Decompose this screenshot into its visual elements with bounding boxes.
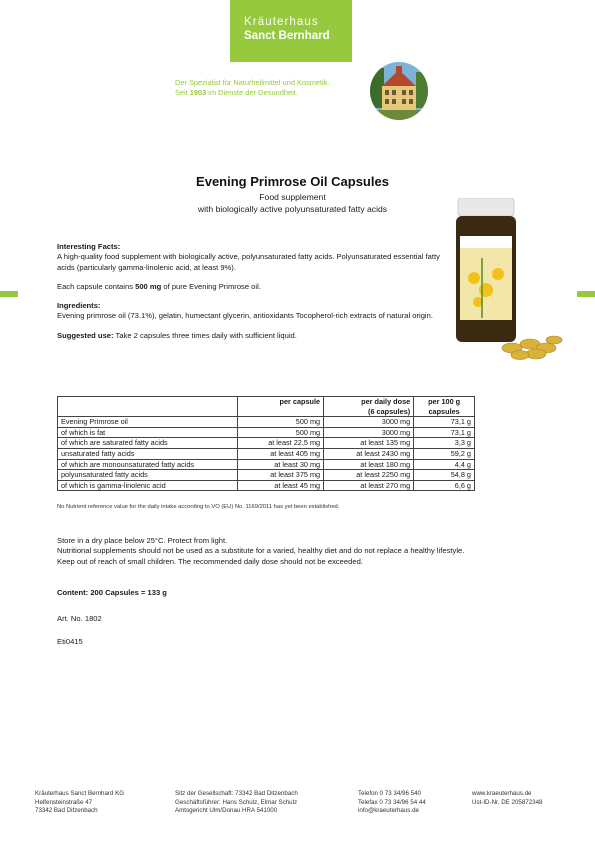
table-header-row: [58, 397, 475, 417]
nutrient-value: at least 405 mg: [238, 448, 324, 459]
suggested-use-heading: Suggested use:: [57, 330, 114, 340]
fold-mark-right: [577, 291, 595, 297]
nutrient-value: at least 22,5 mg: [238, 438, 324, 449]
table-footnote: No Nutrient reference value for the daily intake according to VO (EU) No. 1169/2011 has yet been established.: [57, 504, 340, 510]
footer-website-link[interactable]: www.kraeuterhaus.de: [472, 790, 532, 797]
brand-logo: [230, 0, 352, 62]
nutrient-value: at least 375 mg: [238, 470, 324, 481]
nutrient-value: at least 2430 mg: [324, 448, 414, 459]
footer-contact: [358, 790, 426, 816]
nutrient-value: 3,3 g: [414, 438, 475, 449]
nutrition-table: [57, 396, 475, 491]
tagline-line1: Der Spezialist für Naturheilmittel und Kosmetik.: [175, 78, 330, 87]
footer-phone: Telefon 0 73 34/96 540: [358, 790, 421, 797]
nutrient-value: 73,1 g: [414, 417, 475, 428]
logo-line1: Kräuterhaus: [244, 16, 319, 28]
storage-line-1: Store in a dry place below 25°C. Protect from light.: [57, 536, 228, 545]
table-header-cell: [58, 397, 238, 417]
footer-seat: Sitz der Gesellschaft: 73342 Bad Ditzenbach: [175, 790, 298, 797]
footer-register: Amtsgericht Ulm/Donau HRA 541000: [175, 807, 278, 815]
footer-email-link[interactable]: info@kraeuterhaus.de: [358, 807, 419, 815]
storage-notes: [57, 536, 557, 567]
nutrient-name: unsaturated fatty acids: [58, 448, 238, 459]
nutrient-value: 500 mg: [238, 427, 324, 438]
footer-web: [472, 790, 543, 807]
nutrient-value: 59,2 g: [414, 448, 475, 459]
capsule-amount: 500 mg: [135, 281, 162, 291]
nutrient-name: Evening Primrose oil: [58, 417, 238, 428]
capsule-content: Each capsule contains 500 mg of pure Evening Primrose oil.: [57, 281, 261, 291]
storage-line-3: Keep out of reach of small children. The recommended daily dose should not be exceeded.: [57, 556, 363, 566]
nutrient-name: of which are monounsaturated fatty acids: [58, 459, 238, 470]
table-row: [58, 470, 475, 481]
nutrient-value: 6,6 g: [414, 480, 475, 491]
nutrient-value: at least 30 mg: [238, 459, 324, 470]
ingredients-heading: Ingredients:: [57, 301, 101, 310]
nutrient-value: 54,8 g: [414, 470, 475, 481]
table-row: [58, 438, 475, 449]
product-description: [57, 242, 457, 350]
facts-heading: Interesting Facts:: [57, 242, 121, 251]
storage-line-2: Nutritional supplements should not be used as a substitute for a varied, healthy diet and do not replace a healthy lifestyle.: [57, 546, 465, 556]
nutrient-value: at least 135 mg: [324, 438, 414, 449]
nutrient-value: at least 45 mg: [238, 480, 324, 491]
table-row: [58, 448, 475, 459]
table-row: [58, 427, 475, 438]
footer-company-name: Kräuterhaus Sanct Bernhard KG: [35, 790, 125, 797]
footer-fax: Telefax 0 73 34/96 54 44: [358, 798, 426, 806]
product-subtitle-2: with biologically active polyunsaturated fatty acids: [197, 204, 388, 214]
label-code: Eti0415: [57, 637, 83, 646]
table-header-cell: per daily dose (6 capsules): [324, 397, 414, 417]
nutrient-value: at least 2250 mg: [324, 470, 414, 481]
footer-vat-id: Ust-ID-Nr. DE 205872348: [472, 798, 543, 806]
product-photo: [452, 198, 564, 360]
tagline: [175, 78, 329, 98]
footer-legal: [175, 790, 298, 816]
footer-street: Helfensteinstraße 47: [35, 798, 93, 806]
nutrient-value: 500 mg: [238, 417, 324, 428]
fold-mark-left: [0, 291, 18, 297]
tagline-year: 1903: [189, 88, 207, 97]
nutrient-value: 73,1 g: [414, 427, 475, 438]
table-header-cell: per 100 g capsules: [414, 397, 475, 417]
article-number: Art. No. 1802: [57, 614, 102, 623]
table-row: [58, 417, 475, 428]
nutrient-value: 3000 mg: [324, 427, 414, 438]
nutrient-name: of which are saturated fatty acids: [58, 438, 238, 449]
table-row: [58, 459, 475, 470]
product-title: Evening Primrose Oil Capsules: [196, 174, 389, 189]
building-photo: [370, 62, 428, 120]
table-header-cell: per capsule: [238, 397, 324, 417]
footer-company: [35, 790, 124, 816]
facts-text: A high-quality food supplement with biologically active, polyunsaturated fatty acids. Polyunsaturated essential fatty acids (particularly gamma-linolenic acid, at least 9%).: [57, 252, 440, 272]
nutrient-value: 4,4 g: [414, 459, 475, 470]
package-content: Content: 200 Capsules = 133 g: [57, 588, 167, 597]
nutrient-name: of which is fat: [58, 427, 238, 438]
table-body: [58, 417, 475, 491]
nutrient-value: 3000 mg: [324, 417, 414, 428]
nutrient-name: of which is gamma-linolenic acid: [58, 480, 238, 491]
product-title-block: [150, 173, 435, 215]
footer-city: 73342 Bad Ditzenbach: [35, 807, 98, 815]
suggested-use: Suggested use: Take 2 capsules three times daily with sufficient liquid.: [57, 330, 297, 340]
logo-line2: Sanct Bernhard: [244, 30, 330, 42]
product-subtitle-1: Food supplement: [259, 192, 326, 202]
nutrient-value: at least 270 mg: [324, 480, 414, 491]
ingredients-text: Evening primrose oil (73.1%), gelatin, humectant glycerin, antioxidants Tocopherol-rich extracts of natural origin.: [57, 311, 433, 321]
table-row: [58, 480, 475, 491]
nutrient-name: polyunsaturated fatty acids: [58, 470, 238, 481]
tagline-line2: Seit 1903 im Dienste der Gesundheit.: [175, 88, 298, 97]
footer-managers: Geschäftsführer: Hans Schulz, Elmar Schulz: [175, 798, 298, 806]
nutrient-value: at least 180 mg: [324, 459, 414, 470]
